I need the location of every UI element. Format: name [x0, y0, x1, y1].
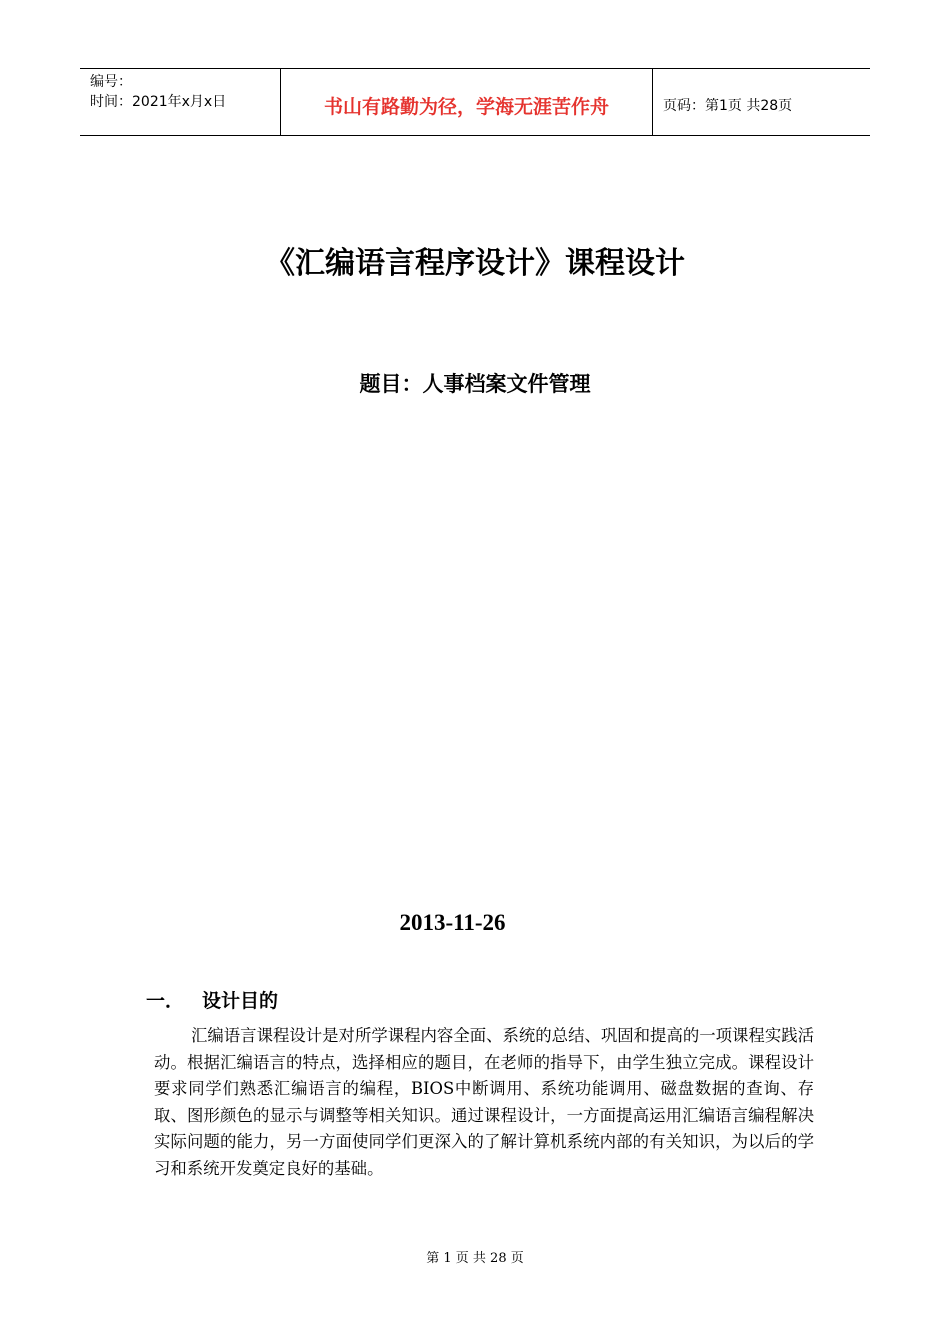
document-subtitle: 题目：人事档案文件管理 — [359, 372, 591, 396]
section-paragraph: 汇编语言课程设计是对所学课程内容全面、系统的总结、巩固和提高的一项课程实践活动。根据汇编语言的特点，选择相应的题目，在老师的指导下，由学生独立完成。课程设计要求同学们熟悉汇编语言的编程，BIOS中断调用、系统功能调用、磁盘数据的查询、存取、图形颜色的显示与调整等相关知识。通过课程设计，一方面提高运用汇编语言编程解决实际问题的能力，另一方面使同学们更深入的了解计算机系统内部的有关知识，为以后的学习和系统开发奠定良好的基础。 — [154, 1026, 814, 1178]
document-date-label: 时间：2021年x月x日 — [90, 94, 227, 110]
header-page-info: 页码：第1页 共28页 — [663, 98, 793, 114]
document-date: 2013-11-26 — [399, 910, 506, 935]
page-footer: 第 1 页 共 28 页 — [426, 1251, 524, 1266]
header-table — [80, 68, 870, 136]
header-meta-cell — [80, 69, 281, 135]
section-title: 设计目的 — [202, 990, 279, 1012]
section-heading — [146, 986, 278, 1013]
document-number-label: 编号： — [90, 74, 132, 90]
document-title: 《汇编语言程序设计》课程设计 — [265, 246, 685, 281]
section-number: 一． — [146, 990, 185, 1012]
header-motto: 书山有路勤为径，学海无涯苦作舟 — [281, 69, 653, 135]
